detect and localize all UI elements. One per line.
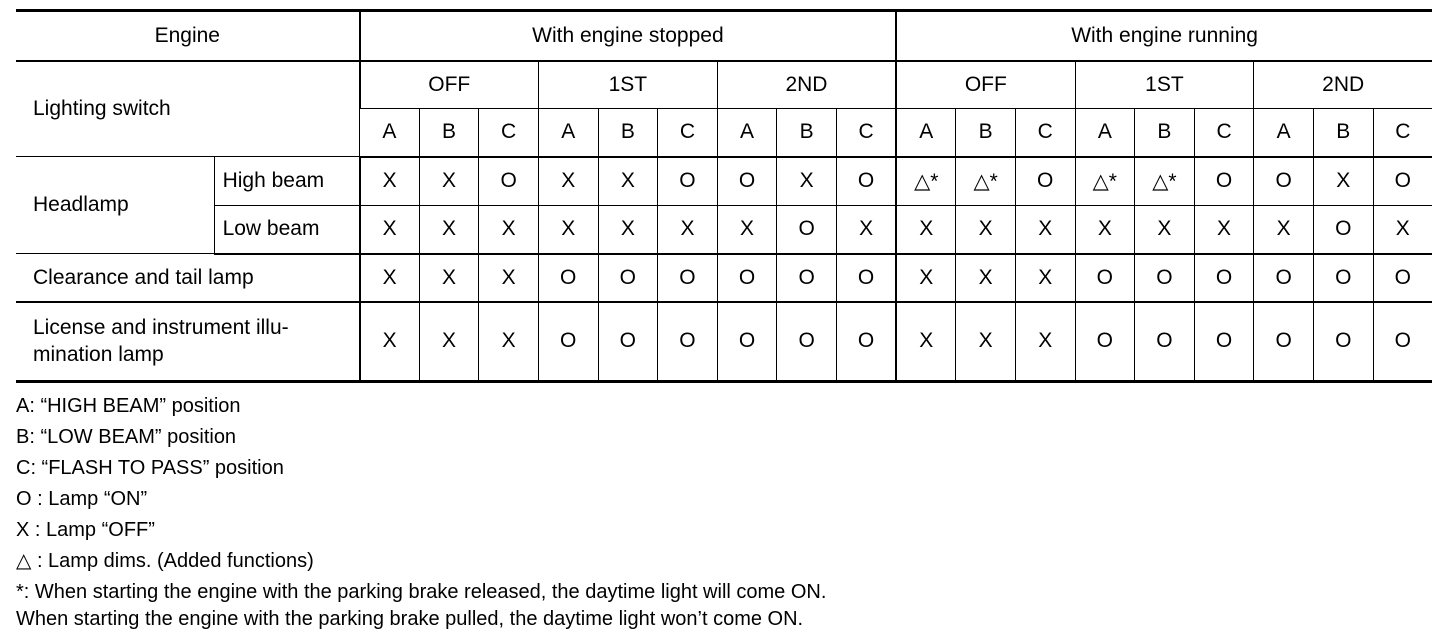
table-cell: O — [1254, 157, 1314, 206]
table-cell: O — [1075, 302, 1135, 382]
engine-header: Engine — [16, 11, 360, 61]
table-cell: O — [836, 254, 896, 302]
beam-position-header: B — [419, 109, 479, 157]
legend-notes — [16, 391, 1432, 633]
table-cell: X — [360, 254, 420, 302]
row-label: Clearance and tail lamp — [16, 254, 360, 302]
beam-position-header: A — [538, 109, 598, 157]
table-row — [16, 254, 1432, 302]
table-cell: O — [777, 206, 837, 254]
table-cell: O — [717, 302, 777, 382]
lighting-operation-table — [16, 9, 1432, 383]
table-cell: X — [1254, 206, 1314, 254]
row-label: Low beam — [214, 206, 360, 254]
table-cell: X — [479, 302, 539, 382]
table-cell: X — [538, 157, 598, 206]
table-cell: O — [1373, 157, 1432, 206]
table-cell: X — [836, 206, 896, 254]
table-cell: X — [598, 157, 658, 206]
table-cell: △* — [1135, 157, 1195, 206]
table-row — [16, 302, 1432, 382]
beam-position-header: B — [1135, 109, 1195, 157]
row-label: License and instrument illu- mination lamp — [16, 302, 360, 382]
table-cell: X — [1075, 206, 1135, 254]
table-cell: O — [777, 302, 837, 382]
table-cell: O — [1135, 302, 1195, 382]
table-cell: O — [1373, 302, 1432, 382]
table-cell: O — [717, 254, 777, 302]
beam-position-header: A — [1075, 109, 1135, 157]
table-cell: △* — [896, 157, 956, 206]
lighting-switch-label: Lighting switch — [16, 61, 360, 157]
table-cell: X — [1313, 157, 1373, 206]
table-cell: X — [1373, 206, 1432, 254]
table-cell: X — [896, 302, 956, 382]
table-cell: O — [598, 254, 658, 302]
table-cell: O — [836, 157, 896, 206]
switch-position-header: 2ND — [717, 61, 896, 109]
table-cell: O — [777, 254, 837, 302]
table-cell: O — [538, 302, 598, 382]
beam-position-header: C — [1373, 109, 1432, 157]
table-cell: O — [1075, 254, 1135, 302]
table-cell: X — [479, 206, 539, 254]
table-cell: O — [598, 302, 658, 382]
table-row — [16, 157, 1432, 206]
table-cell: X — [956, 302, 1016, 382]
engine-stopped-header: With engine stopped — [360, 11, 897, 61]
note-x: X : Lamp “OFF” — [16, 519, 155, 541]
note-b: B: “LOW BEAM” position — [16, 426, 237, 448]
table-cell: X — [419, 157, 479, 206]
beam-position-header: C — [658, 109, 718, 157]
table-cell: X — [1015, 206, 1075, 254]
table-cell: △* — [956, 157, 1016, 206]
table-cell: X — [896, 206, 956, 254]
table-cell: X — [896, 254, 956, 302]
beam-position-header: C — [1015, 109, 1075, 157]
beam-position-header: C — [479, 109, 539, 157]
table-cell: X — [956, 254, 1016, 302]
table-cell: O — [1373, 254, 1432, 302]
table-cell: O — [1194, 254, 1254, 302]
switch-position-header: OFF — [360, 61, 539, 109]
table-cell: X — [1194, 206, 1254, 254]
switch-position-header: 1ST — [538, 61, 717, 109]
beam-position-header: C — [1194, 109, 1254, 157]
table-cell: X — [1015, 254, 1075, 302]
table-row — [16, 206, 1432, 254]
table-cell: X — [360, 206, 420, 254]
table-cell: O — [1313, 302, 1373, 382]
headlamp-label: Headlamp — [16, 157, 214, 254]
table-cell: X — [956, 206, 1016, 254]
table-cell: O — [1135, 254, 1195, 302]
beam-position-header: A — [1254, 109, 1314, 157]
table-cell: X — [419, 206, 479, 254]
table-cell: O — [1194, 302, 1254, 382]
table-cell: X — [658, 206, 718, 254]
switch-position-header: OFF — [896, 61, 1075, 109]
table-cell: X — [360, 157, 420, 206]
beam-position-header: B — [777, 109, 837, 157]
beam-position-header: B — [956, 109, 1016, 157]
table-cell: O — [1254, 254, 1314, 302]
table-cell: X — [360, 302, 420, 382]
table-cell: O — [1015, 157, 1075, 206]
switch-position-header: 2ND — [1254, 61, 1432, 109]
note-a: A: “HIGH BEAM” position — [16, 395, 241, 417]
beam-position-header: B — [598, 109, 658, 157]
table-cell: X — [717, 206, 777, 254]
table-cell: O — [1313, 206, 1373, 254]
table-cell: O — [538, 254, 598, 302]
beam-position-header: A — [896, 109, 956, 157]
table-cell: X — [419, 302, 479, 382]
table-cell: X — [1015, 302, 1075, 382]
table-cell: X — [1135, 206, 1195, 254]
table-cell: O — [717, 157, 777, 206]
table-cell: O — [1254, 302, 1314, 382]
table-cell: O — [1313, 254, 1373, 302]
footnote: When starting the engine with the parking brake pulled, the daytime light won’t come ON. — [16, 608, 804, 630]
beam-position-header: A — [360, 109, 420, 157]
table-cell: O — [836, 302, 896, 382]
beam-position-header: B — [1313, 109, 1373, 157]
table-cell: X — [538, 206, 598, 254]
row-label: High beam — [214, 157, 360, 206]
beam-position-header: A — [717, 109, 777, 157]
table-cell: O — [658, 302, 718, 382]
note-c: C: “FLASH TO PASS” position — [16, 457, 284, 479]
beam-position-header: C — [836, 109, 896, 157]
table-cell: O — [1194, 157, 1254, 206]
switch-position-header: 1ST — [1075, 61, 1254, 109]
table-cell: X — [777, 157, 837, 206]
table-cell: O — [479, 157, 539, 206]
table-cell: O — [658, 157, 718, 206]
table-cell: X — [598, 206, 658, 254]
table-cell: X — [479, 254, 539, 302]
table-cell: O — [658, 254, 718, 302]
engine-running-header: With engine running — [896, 11, 1432, 61]
table-cell: X — [419, 254, 479, 302]
note-triangle: △ : Lamp dims. (Added functions) — [16, 550, 314, 572]
document — [16, 9, 1432, 633]
note-o: O : Lamp “ON” — [16, 488, 148, 510]
table-cell: △* — [1075, 157, 1135, 206]
footnote: *: When starting the engine with the parking brake released, the daytime light will come ON. — [16, 581, 827, 603]
